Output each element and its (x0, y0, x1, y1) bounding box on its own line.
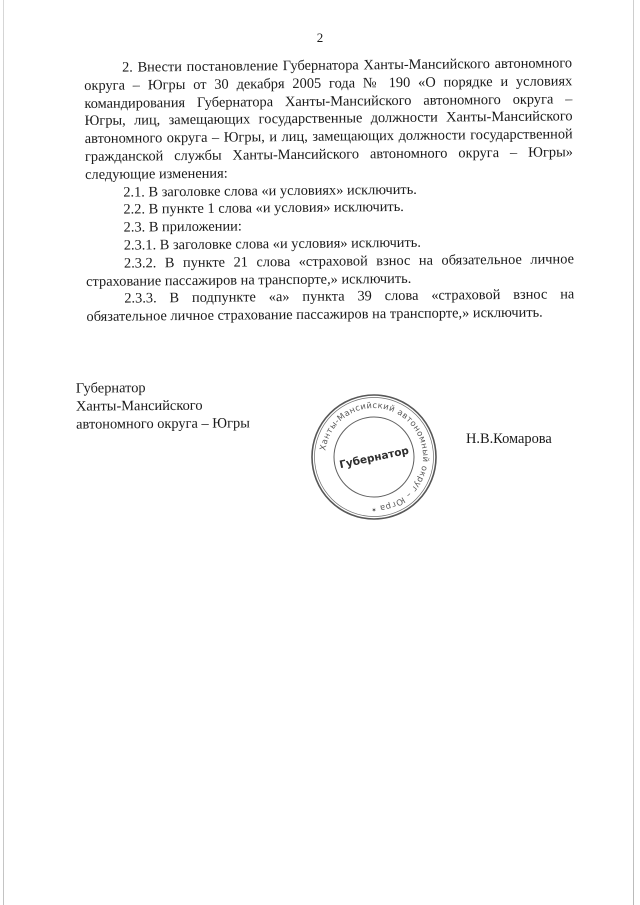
seal-outer-text-path: Ханты-Мансийский автономный округ – Югра (317, 399, 432, 514)
signatory-position-line-2: Ханты-Мансийского (75, 397, 203, 415)
paragraph-2-3-3: 2.3.3. В подпункте «а» пункта 39 слова «страховой взнос на обязательное личное страхование пассажиров на транспорте,» исключить. (86, 286, 575, 326)
paragraph-2-3-2: 2.3.2. В пункте 21 слова «страховой взнос на обязательное личное страхование пассажиров на транспорте,» исключить. (86, 251, 575, 290)
paragraph-2-3-1: 2.3.1. В заголовке слова «и условия» исключить. (123, 234, 422, 254)
signatory-position-line-3: автономного округа – Югры (76, 415, 250, 433)
signatory-name: Н.В.Комарова (466, 431, 552, 447)
scan-edge-left (3, 0, 4, 905)
signatory-position-line-1: Губернатор (75, 380, 146, 397)
page-number: 2 (316, 30, 324, 45)
seal-star-icon: ✶ (371, 507, 377, 514)
document-body (84, 55, 575, 327)
paragraph-2-3: 2.3. В приложении: (123, 218, 242, 236)
official-seal (309, 392, 439, 522)
paragraph-2: 2. Внести постановление Губернатора Ханты-Мансийского автономного округа – Югры от 30 декабря 2005 года № 190 «О порядке и условиях командирования Губернатора Ханты-Мансийского автономного округа – Югры, лиц, замещающих государственные должности Ханты-Мансийского автономного округа – Югры, и лиц, замещающих должности государственной гражданской службы Ханты-Мансийского автономного округа – Югры» следующие изменения: (84, 55, 573, 183)
scan-edge-right (633, 0, 634, 905)
paragraph-2-1: 2.1. В заголовке слова «и условиях» исключить. (123, 181, 417, 201)
seal-center-text: Губернатор (338, 444, 411, 472)
signatory-position (76, 378, 250, 433)
paragraph-2-2: 2.2. В пункте 1 слова «и условия» исключить. (123, 199, 404, 219)
